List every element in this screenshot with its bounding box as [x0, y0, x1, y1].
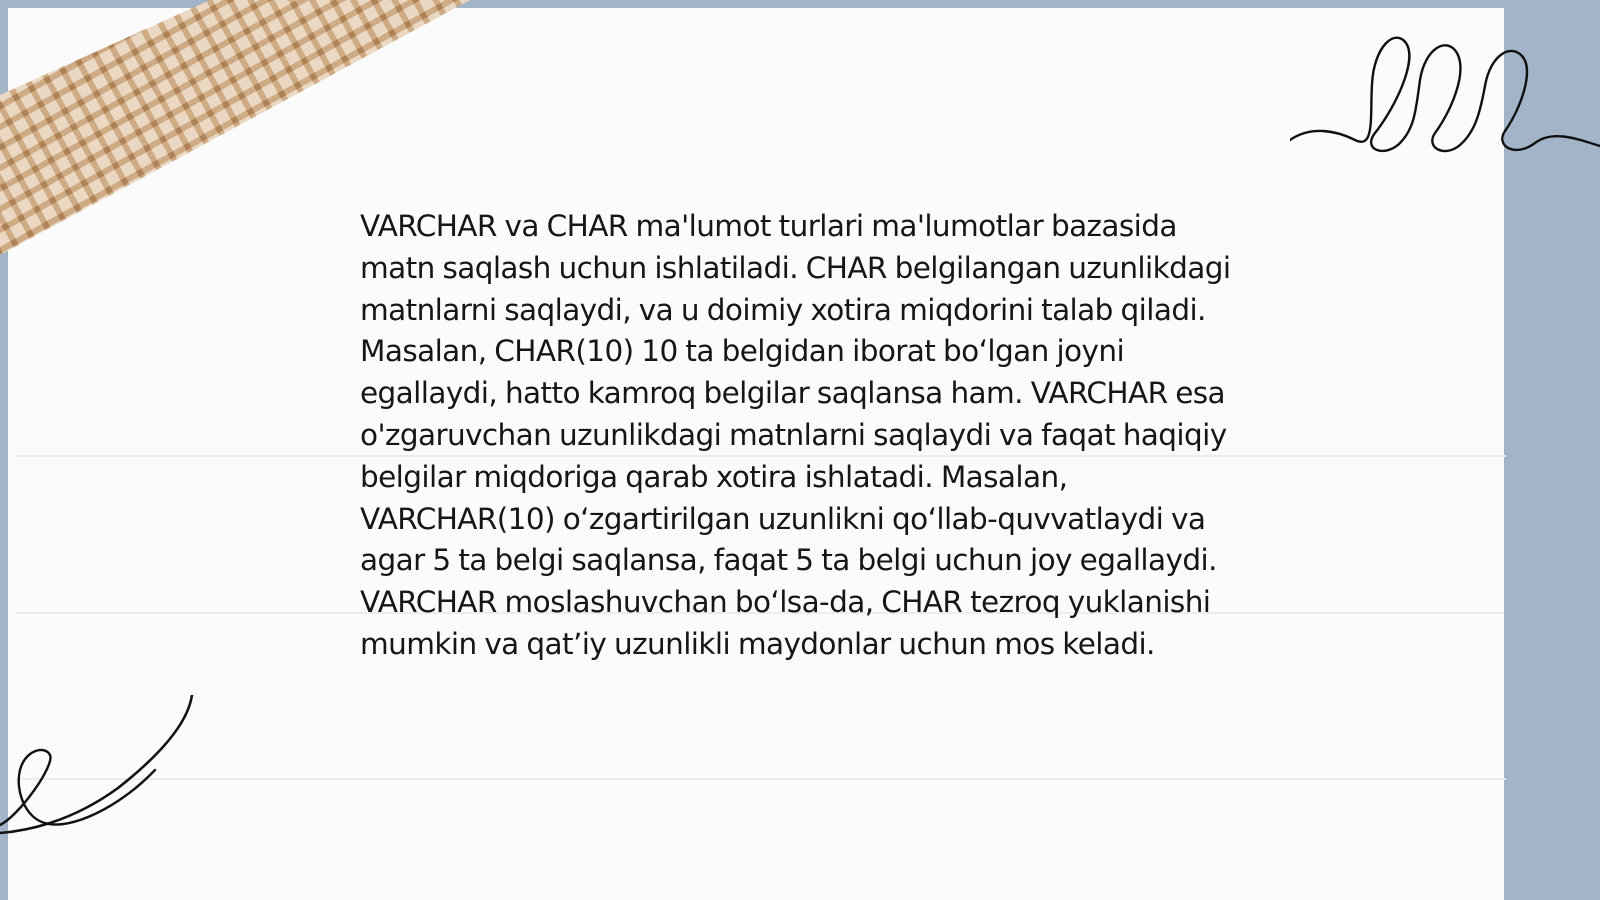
body-paragraph: VARCHAR va CHAR ma'lumot turlari ma'lumotlar bazasida matn saqlash uchun ishlatiladi. CHAR belgilangan uzunlikdagi matnlarni saqlaydi, va u doimiy xotira miqdorini talab qiladi. Masalan, CHAR(10) 10 ta belgidan iborat bo‘lgan joyni egallaydi, hatto kamroq belgilar saqlansa ham. VARCHAR esa o'zgaruvchan uzunlikdagi matnlarni saqlaydi va faqat haqiqiy belgilar miqdoriga qarab xotira ishlatadi. Masalan, VARCHAR(10) o‘zgartirilgan uzunlikni qo‘llab-quvvatlaydi va agar 5 ta belgi saqlansa, faqat 5 ta belgi uchun joy egallaydi. VARCHAR moslashuvchan bo‘lsa-da, CHAR tezroq yuklanishi mumkin va qat’iy uzunlikli maydonlar uchun mos keladi. — [360, 209, 1231, 661]
paper-rule-line — [16, 778, 1506, 780]
curl-swirl-icon — [0, 695, 200, 845]
loop-swirl-icon — [1290, 28, 1600, 163]
